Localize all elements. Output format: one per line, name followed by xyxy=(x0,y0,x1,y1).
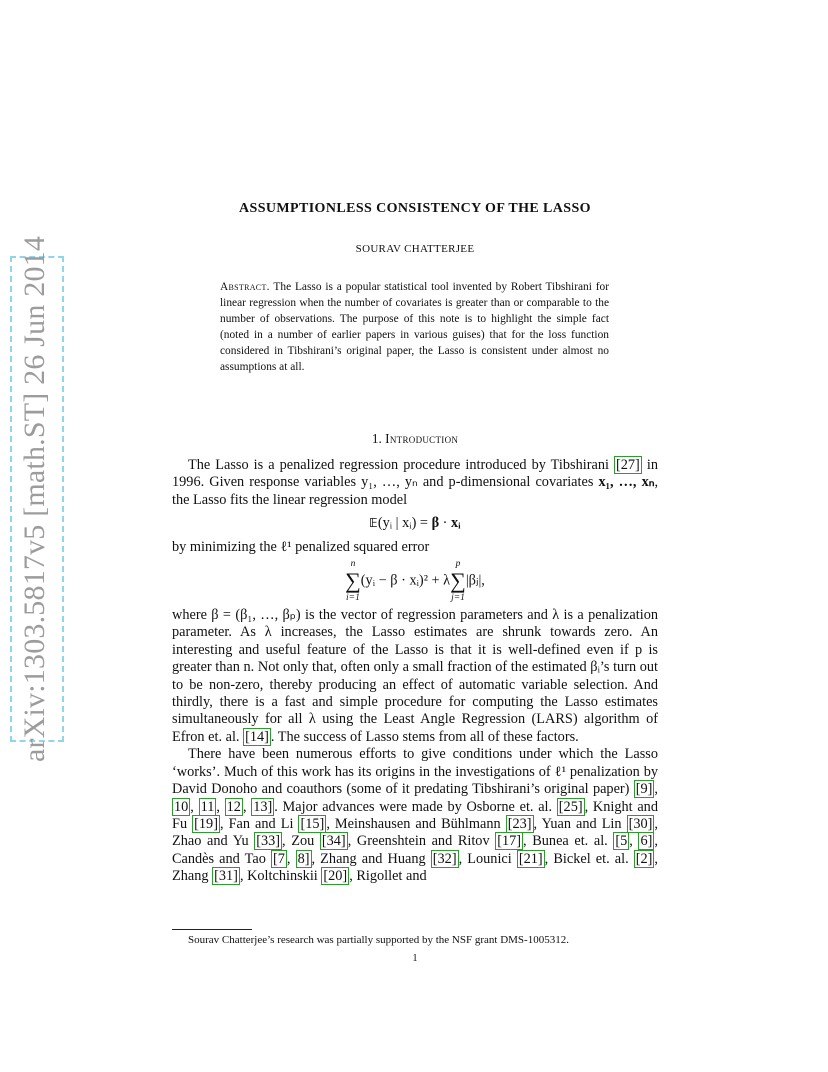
citation-link[interactable]: 10 xyxy=(174,798,189,815)
arxiv-identifier[interactable]: arXiv:1303.5817v5 [math.ST] 26 Jun 2014 xyxy=(18,235,51,763)
paragraph-3-text: There have been numerous efforts to give conditions under which the Lasso ‘works’. Much of this work has its origins in the investigations of ℓ¹ penalization by David Donoho and coauthors (some of it predating Tibshirani’s original paper) xyxy=(172,746,658,798)
paragraph-3-text: , Knight and Fu xyxy=(172,798,658,832)
citation-link[interactable]: [14] xyxy=(245,728,269,745)
paragraph-3-text: , Yuan and Lin xyxy=(533,815,627,832)
citation-link[interactable]: 6] xyxy=(640,833,653,850)
paragraph-3-text: , Zou xyxy=(282,833,320,850)
citation-link[interactable]: 13] xyxy=(253,798,273,815)
citation-link[interactable]: [17] xyxy=(497,833,522,850)
citation-link[interactable]: [19] xyxy=(194,815,218,832)
citation-link[interactable]: [32] xyxy=(432,850,457,867)
citation-link[interactable]: [2] xyxy=(635,850,653,867)
equation-lasso-objective xyxy=(172,558,658,604)
body-text xyxy=(172,457,658,886)
paragraph-3-text: , xyxy=(286,850,296,867)
minimizing-text: by minimizing the ℓ¹ penalized squared error xyxy=(172,538,430,555)
citation-link[interactable]: 11 xyxy=(200,798,215,815)
sum-upper-limit: n xyxy=(350,559,356,570)
penalty-term: |βⱼ|, xyxy=(465,572,485,589)
paragraph-3-text: , Fan and Li xyxy=(219,815,299,832)
paragraph-3-text: , Zhang and Huang xyxy=(311,850,431,867)
paragraph-3-text: , xyxy=(242,798,252,815)
citation-link[interactable]: [25] xyxy=(558,798,583,815)
paragraph-3-text: , Candès and Tao xyxy=(172,833,658,867)
sum-sign-i: n ∑ i=1 xyxy=(345,559,361,604)
paragraph-3 xyxy=(172,746,658,885)
paragraph-3-text: , Koltchinskii xyxy=(239,868,322,885)
paragraph-1-text-b: in 1996. Given response variables y₁, …, yₙ and p-dimensional covariates xyxy=(172,457,658,491)
citation-link[interactable]: [30] xyxy=(628,815,653,832)
paragraph-3-text: . Major advances were made by Osborne et. al. xyxy=(274,798,557,815)
footnote: Sourav Chatterjee’s research was partially supported by the NSF grant DMS-1005312. xyxy=(188,934,569,946)
sum-lower-limit: j=1 xyxy=(451,593,465,604)
covariates-symbol: x₁, …, xₙ xyxy=(598,474,655,491)
author-name: SOURAV CHATTERJEE xyxy=(355,243,475,255)
citation-link[interactable]: [9] xyxy=(635,781,653,798)
citation-link[interactable]: [15] xyxy=(300,815,325,832)
abstract-label: Abstract. xyxy=(220,281,270,293)
abstract-text: The Lasso is a popular statistical tool invented by Robert Tibshirani for linear regression when the number of covariates is greater than or comparable to the number of observations. The purpose of this note is to highlight the simple fact (noted in a number of earlier papers in various guises) that for the loss function considered in Tibshirani’s original paper, the Lasso is consistent under almost no assumptions at all. xyxy=(220,281,609,373)
paragraph-3-text: , xyxy=(190,798,199,815)
paragraph-3-text: , Meinshausen and Bühlmann xyxy=(326,815,506,832)
beta-symbol: β xyxy=(431,515,440,532)
paragraph-3-text: , xyxy=(654,781,658,798)
paragraph-1 xyxy=(172,457,658,509)
paper-title: ASSUMPTIONLESS CONSISTENCY OF THE LASSO xyxy=(239,201,591,216)
paragraph-3-text: , Zhang xyxy=(172,850,658,885)
footnote-rule xyxy=(172,929,252,930)
paragraph-3-text: , Bickel et. al. xyxy=(544,850,634,867)
citation-link[interactable]: [7 xyxy=(273,850,285,867)
citation-link[interactable]: [34] xyxy=(321,833,346,850)
citation-link[interactable]: 12 xyxy=(226,798,241,815)
sum-sign-j: p ∑ j=1 xyxy=(450,559,466,604)
citation-link[interactable]: [5 xyxy=(615,833,628,850)
paragraph-3-text: , xyxy=(216,798,225,815)
page-number: 1 xyxy=(412,953,418,964)
citation-link[interactable]: [20] xyxy=(323,868,348,885)
section-heading xyxy=(172,431,658,447)
paragraph-3-text: , xyxy=(629,833,639,850)
paragraph-2-text-b: . The success of Lasso stems from all of these factors. xyxy=(270,728,579,745)
sum-upper-limit: p xyxy=(455,559,461,570)
citation-link[interactable]: [33] xyxy=(256,833,281,850)
squared-error-term: (yᵢ − β · xᵢ)² + λ xyxy=(360,572,451,589)
sum-lower-limit: i=1 xyxy=(346,593,360,604)
citation-link[interactable]: [21] xyxy=(518,850,543,867)
paragraph-3-text: , Bunea et. al. xyxy=(523,833,614,850)
expectation-symbol: 𝔼 xyxy=(369,515,378,531)
paragraph-1-text-c: , the Lasso fits the linear regression model xyxy=(172,474,659,508)
paragraph-3-text: , Lounici xyxy=(458,850,517,867)
x-symbol: xᵢ xyxy=(451,515,461,532)
paragraph-2-text-a: where β = (β₁, …, βₚ) is the vector of regression parameters and λ is a penalization parameter. As λ increases, the Lasso estimates are shrunk towards zero. An interesting and useful feature of the Lasso is that it is well-defined even if p is greater than n. Not only that, often only a small fraction of the estimated βᵢ’s turn out to be non-zero, thereby producing an effect of automatic variable selection. And thirdly, there is a fast and simple procedure for computing the Lasso estimates simultaneously for all λ using the Least Angle Regression (LARS) algorithm of Efron et. al. xyxy=(172,607,658,745)
citation-link[interactable]: [27] xyxy=(616,457,640,473)
abstract xyxy=(220,279,609,375)
section-title: Introduction xyxy=(385,431,459,446)
dot-operator: · xyxy=(439,515,452,532)
paragraph-3-text: , Zhao and Yu xyxy=(172,815,658,850)
citation-link[interactable]: [23] xyxy=(507,815,532,832)
section-number: 1. xyxy=(371,431,382,446)
equation-lhs: (yᵢ | xᵢ) = xyxy=(377,515,432,532)
paragraph-3-text: , Greenshtein and Ritov xyxy=(347,833,496,850)
citation-link[interactable]: 8] xyxy=(297,850,310,867)
citation-link[interactable]: [31] xyxy=(214,868,238,885)
equation-regression-model xyxy=(172,514,658,532)
paragraph-1-text-a: The Lasso is a penalized regression procedure introduced by Tibshirani xyxy=(188,457,614,473)
paragraph-2 xyxy=(172,607,658,746)
paragraph-3-text: , Rigollet and xyxy=(349,868,427,885)
